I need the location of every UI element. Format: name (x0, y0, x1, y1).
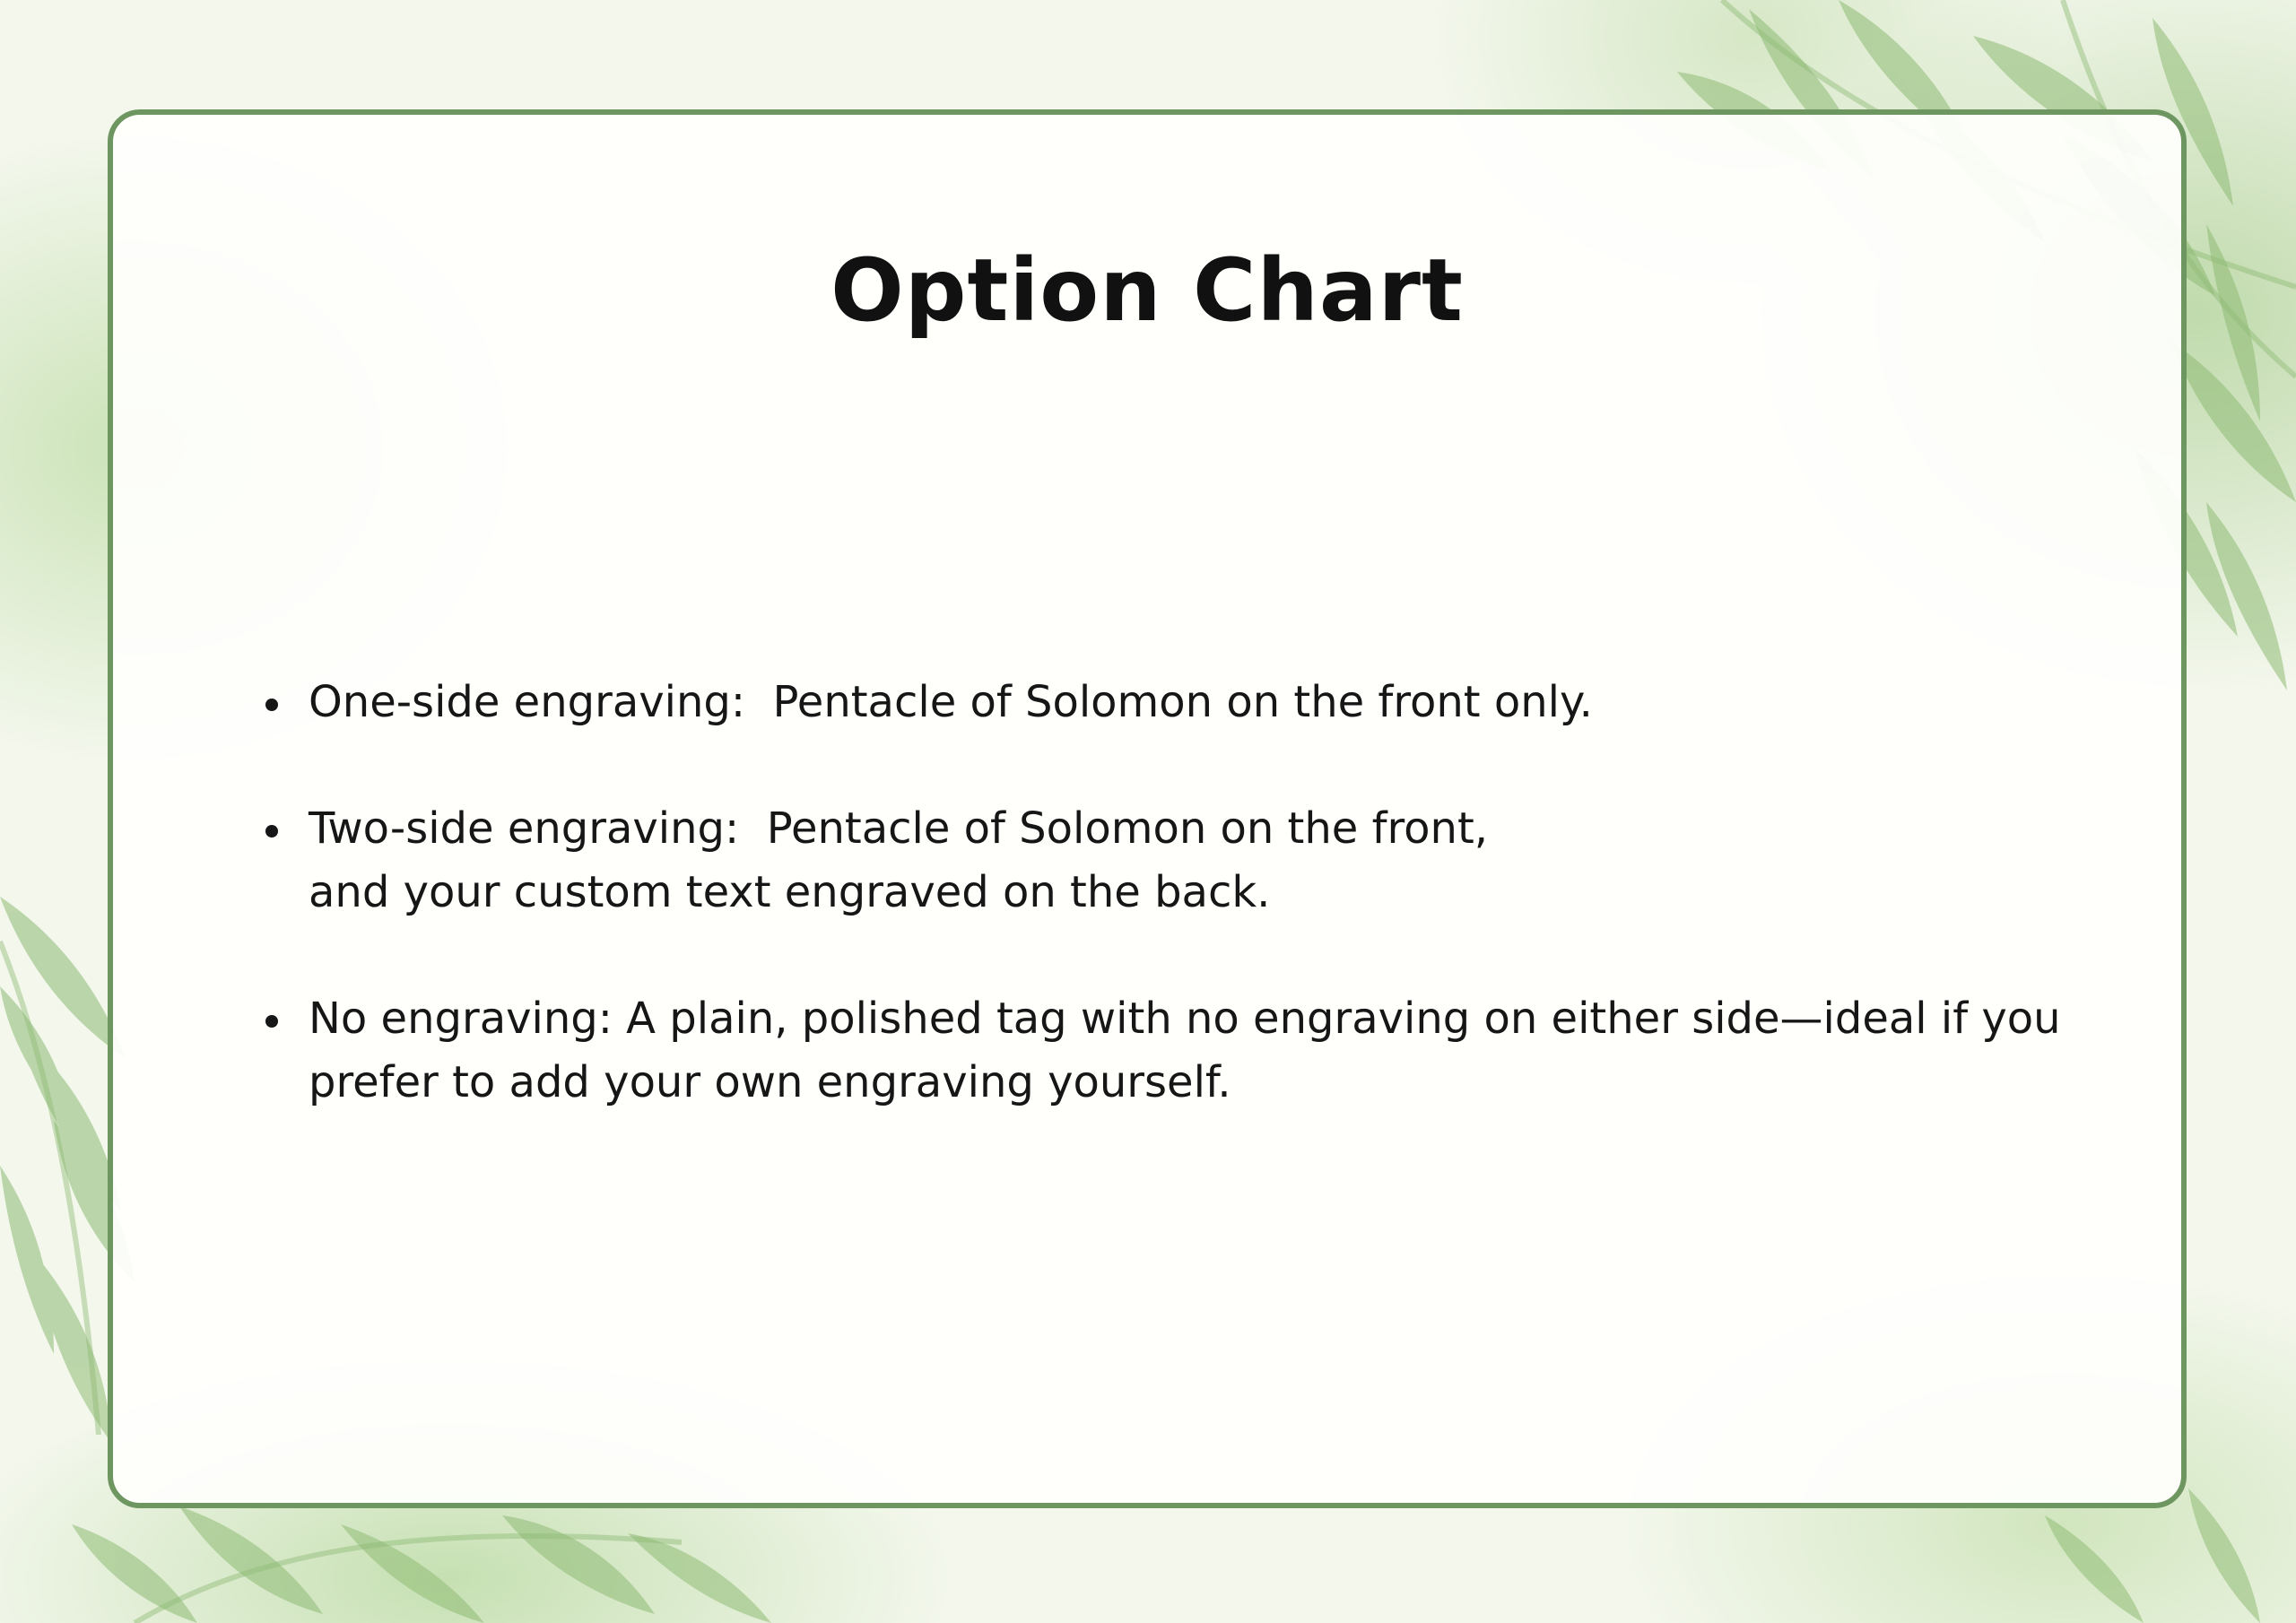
option-card (108, 109, 2187, 1508)
bullet-icon (265, 1015, 278, 1028)
option-text-continued: and your custom text engraved on the back. (309, 867, 1271, 917)
option-text: Two-side engraving: Pentacle of Solomon on the front, (309, 803, 1489, 854)
option-text: One-side engraving: Pentacle of Solomon on the front only. (309, 677, 1593, 727)
option-text: No engraving: A plain, polished tag with no engraving on either side—ideal if you (309, 994, 2061, 1044)
option-item-two-side (265, 797, 2131, 924)
bullet-icon (265, 699, 278, 711)
option-item-no-engraving (265, 987, 2131, 1115)
options-list (265, 671, 2131, 1177)
option-text-continued: prefer to add your own engraving yourself. (309, 1057, 1231, 1107)
page-title: Option Chart (831, 240, 1464, 341)
option-item-one-side (265, 671, 2131, 734)
bullet-icon (265, 825, 278, 838)
